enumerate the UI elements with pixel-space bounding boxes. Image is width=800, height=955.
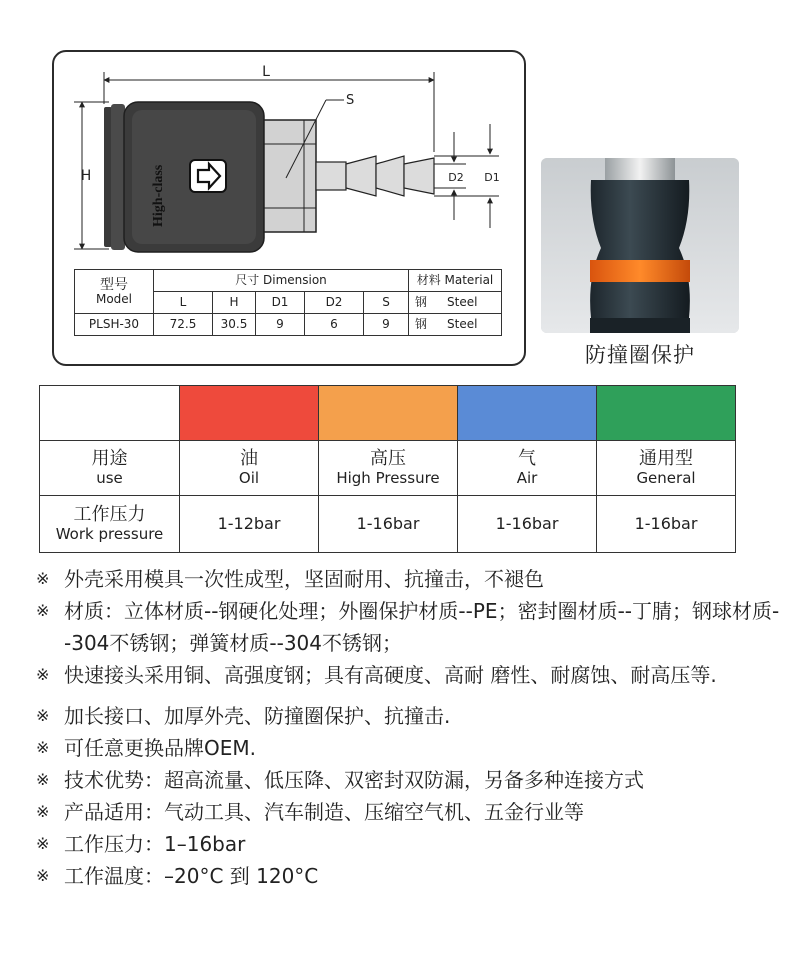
d2-label: D2 [448, 171, 464, 184]
dimension-table [74, 269, 502, 336]
model-cell: PLSH-30 [75, 314, 154, 336]
value-d2: 6 [305, 314, 364, 336]
list-item: ※ 工作温度：–20°C 到 120°C [36, 864, 319, 888]
list-item: ※ 技术优势：超高流量、低压降、双密封双防漏，另备多种连接方式 [36, 768, 644, 792]
pressure-row [40, 496, 736, 553]
value-s: 9 [364, 314, 409, 336]
list-item: ※ 工作压力：1–16bar [36, 832, 246, 856]
photo-caption: 防撞圈保护 [585, 343, 695, 367]
coupler-photo-illustration [541, 158, 739, 333]
value-l: 72.5 [154, 314, 213, 336]
list-item: ※ 快速接头采用铜、高强度钢；具有高硬度、高耐 磨性、耐腐蚀、耐高压等. [36, 663, 717, 687]
col-header-d2: D2 [305, 292, 364, 314]
height-label: H [80, 168, 92, 184]
use-label: 用途 use [40, 441, 180, 496]
pressure-oil: 1-12bar [180, 496, 319, 553]
metal-top [605, 158, 675, 180]
d1-label: D1 [484, 171, 500, 184]
body-rear-rim [104, 107, 112, 247]
list-item: ※ 材质：立体材质--钢硬化处理；外圈保护材质--PE；密封圈材质--丁腈；钢球材质--304不锈钢；弹簧材质--304不锈钢； [36, 599, 780, 655]
use-air: 气 Air [458, 441, 597, 496]
col-header-h: H [213, 292, 256, 314]
use-oil: 油 Oil [180, 441, 319, 496]
orange-protection-ring [590, 260, 690, 282]
value-d1: 9 [256, 314, 305, 336]
blank-corner-cell [40, 386, 180, 441]
material-row-header: 钢 Steel [409, 292, 502, 314]
use-row [40, 441, 736, 496]
barb-ridge-2 [376, 156, 404, 196]
material-header: 材料 Material [409, 270, 502, 292]
usage-table [39, 385, 736, 553]
pressure-label: 工作压力 Work pressure [40, 496, 180, 553]
list-item: ※ 外壳采用模具一次性成型，坚固耐用、抗撞击，不褪色 [36, 567, 544, 591]
pressure-high-pressure: 1-16bar [319, 496, 458, 553]
body-rear-collar [111, 104, 125, 250]
length-label: L [262, 64, 270, 80]
barb-ridge-1 [346, 156, 376, 196]
hex-nut [264, 120, 316, 232]
color-swatch-general [597, 386, 736, 441]
brand-text: High-class [151, 164, 166, 227]
product-photo [541, 158, 739, 333]
list-item: ※ 加长接口、加厚外壳、防撞圈保护、抗撞击. [36, 704, 451, 728]
pressure-air: 1-16bar [458, 496, 597, 553]
list-item: ※ 产品适用：气动工具、汽车制造、压缩空气机、五金行业等 [36, 800, 584, 824]
col-header-d1: D1 [256, 292, 305, 314]
material-cell: 钢 Steel [409, 314, 502, 336]
color-swatch-high-pressure [319, 386, 458, 441]
color-swatch-air [458, 386, 597, 441]
coupler-sleeve [590, 180, 690, 318]
model-header: 型号 Model [75, 270, 154, 314]
use-general: 通用型 General [597, 441, 736, 496]
dimension-header: 尺寸 Dimension [154, 270, 409, 292]
spec-panel [52, 50, 526, 366]
use-high-pressure: 高压 High Pressure [319, 441, 458, 496]
color-row [40, 386, 736, 441]
barb-ridge-3 [404, 158, 434, 194]
pressure-general: 1-16bar [597, 496, 736, 553]
list-item: ※ 可任意更换品牌OEM. [36, 736, 256, 760]
col-header-l: L [154, 292, 213, 314]
col-header-s: S [364, 292, 409, 314]
table-row [75, 314, 502, 336]
color-swatch-oil [180, 386, 319, 441]
hex-label: S [346, 93, 355, 108]
coupler-drawing [54, 52, 524, 267]
feature-notes [36, 563, 796, 892]
value-h: 30.5 [213, 314, 256, 336]
